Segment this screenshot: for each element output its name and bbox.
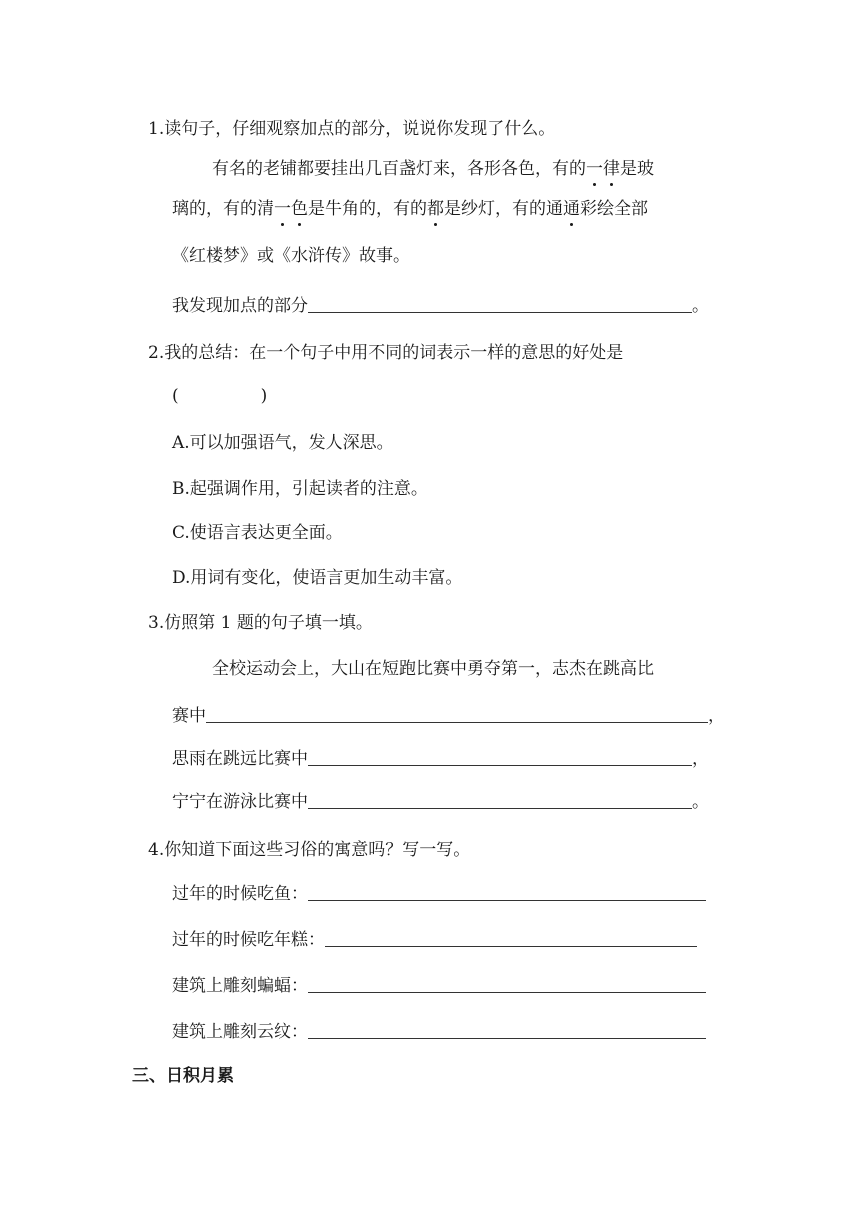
- q3-line3-end: 。: [692, 792, 709, 812]
- answer-blank[interactable]: [308, 790, 692, 809]
- emphasis-dot-char: 色: [291, 199, 308, 219]
- q1-text: 彩绘全部: [580, 199, 648, 219]
- q2-option-c: C.使语言表达更全面。: [172, 523, 343, 543]
- emphasis-dot-char: 律: [603, 159, 620, 179]
- q1-text: 是玻: [620, 159, 654, 179]
- q1-end: 。: [692, 296, 709, 316]
- q1-passage-line3: 《红楼梦》或《水浒传》故事。: [172, 246, 410, 266]
- q4-item-niangao: [172, 928, 697, 952]
- emphasis-dot-char: 一: [586, 159, 603, 179]
- q3-line3: [172, 790, 709, 814]
- q3-passage: 全校运动会上，大山在短跑比赛中勇夺第一，志杰在跳高比: [212, 659, 654, 679]
- emphasis-dot-char: 通: [563, 199, 580, 219]
- q3-line1-text: 赛中: [172, 706, 206, 726]
- q4-item-label: 过年的时候吃鱼：: [172, 884, 308, 904]
- q1-text: 是纱灯，有的通: [444, 199, 563, 219]
- answer-blank[interactable]: [206, 704, 708, 723]
- q3-line1: [172, 704, 725, 728]
- q4-title: 4.你知道下面这些习俗的寓意吗？写一写。: [148, 840, 471, 860]
- answer-blank[interactable]: [308, 882, 706, 901]
- q4-item-label: 建筑上雕刻云纹：: [172, 1022, 308, 1042]
- answer-blank[interactable]: [308, 1020, 706, 1039]
- q3-line1-end: ，: [708, 706, 725, 726]
- q2-title: 2.我的总结：在一个句子中用不同的词表示一样的意思的好处是: [148, 343, 624, 363]
- q4-item-label: 建筑上雕刻蝙蝠：: [172, 976, 308, 996]
- q2-option-d: D.用词有变化，使语言更加生动丰富。: [172, 568, 463, 588]
- paren-close: ): [260, 386, 268, 406]
- q1-text: 有名的老铺都要挂出几百盏灯来，各形各色，有的: [212, 159, 586, 179]
- answer-blank[interactable]: [308, 747, 692, 766]
- q1-passage-line2: [172, 197, 648, 221]
- q4-item-label: 过年的时候吃年糕：: [172, 930, 325, 950]
- answer-blank[interactable]: [308, 974, 706, 993]
- q4-item-cloud: [172, 1020, 706, 1044]
- q4-item-bat: [172, 974, 706, 998]
- q3-line2-text: 思雨在跳远比赛中: [172, 749, 308, 769]
- q1-text: 是牛角的，有的: [308, 199, 427, 219]
- q1-prompt: 我发现加点的部分: [172, 296, 308, 316]
- q1-text: 璃的，有的清: [172, 199, 274, 219]
- q4-item-fish: [172, 882, 706, 906]
- q3-line2: [172, 747, 709, 771]
- q1-answer-line: [172, 294, 709, 318]
- answer-blank[interactable]: [308, 294, 692, 313]
- q2-answer-paren[interactable]: [172, 384, 267, 408]
- q3-line2-end: ，: [692, 749, 709, 769]
- q3-title: 3.仿照第 1 题的句子填一填。: [148, 613, 373, 633]
- q2-option-b: B.起强调作用，引起读者的注意。: [172, 479, 428, 499]
- q2-option-a: A.可以加强语气，发人深思。: [172, 433, 394, 453]
- answer-blank[interactable]: [325, 928, 697, 947]
- emphasis-dot-char: 一: [274, 199, 291, 219]
- paren-open: (: [172, 386, 179, 406]
- q3-line3-text: 宁宁在游泳比赛中: [172, 792, 308, 812]
- q1-passage-line1: [212, 157, 654, 181]
- q1-title: 1.读句子，仔细观察加点的部分，说说你发现了什么。: [148, 119, 556, 139]
- emphasis-dot-char: 都: [427, 199, 444, 219]
- section-heading: 三、日积月累: [132, 1066, 234, 1086]
